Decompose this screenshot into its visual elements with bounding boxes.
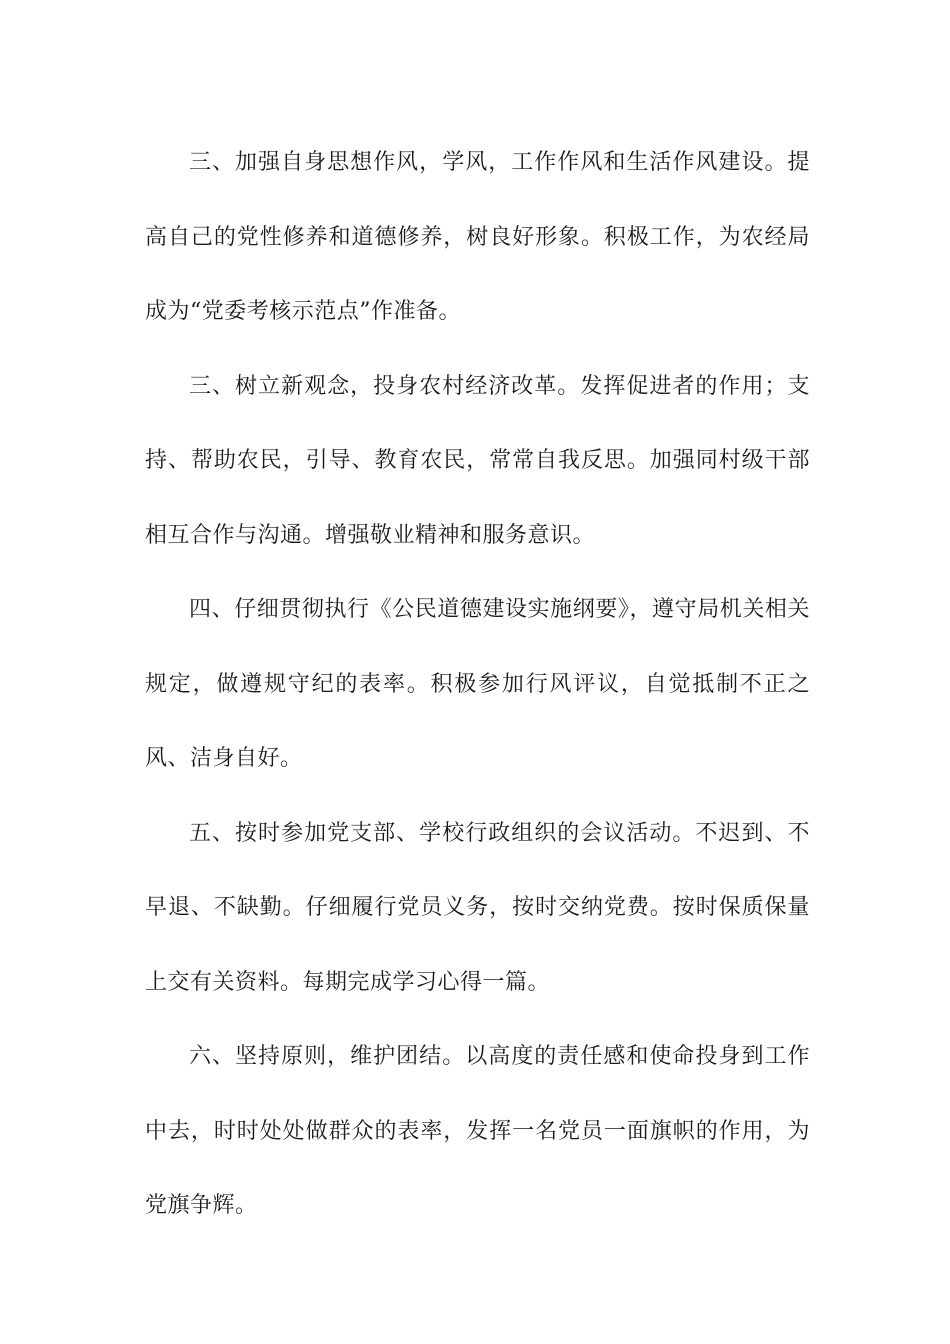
paragraph-3-new-concepts: 三、树立新观念，投身农村经济改革。发挥促进者的作用；支持、帮助农民，引导、教育农民，常常自我反思。加强同村级干部相互合作与沟通。增强敬业精神和服务意识。 (145, 373, 810, 548)
paragraph-4-moral-construction: 四、仔细贯彻执行《公民道德建设实施纲要》，遵守局机关相关规定，做遵规守纪的表率。积极参加行风评议，自觉抵制不正之风、洁身自好。 (145, 597, 810, 771)
paragraph-3-work-style: 三、加强自身思想作风，学风，工作作风和生活作风建设。提高自己的党性修养和道德修养，树良好形象。积极工作，为农经局成为“党委考核示范点”作准备。 (145, 150, 810, 324)
paragraph-5-meetings: 五、按时参加党支部、学校行政组织的会议活动。不迟到、不早退、不缺勤。仔细履行党员义务，按时交纳党费。按时保质保量上交有关资料。每期完成学习心得一篇。 (145, 820, 810, 995)
paragraph-6-principles: 六、坚持原则，维护团结。以高度的责任感和使命投身到工作中去，时时处处做群众的表率，发挥一名党员一面旗帜的作用，为党旗争辉。 (145, 1044, 810, 1218)
document-body (145, 126, 810, 1244)
